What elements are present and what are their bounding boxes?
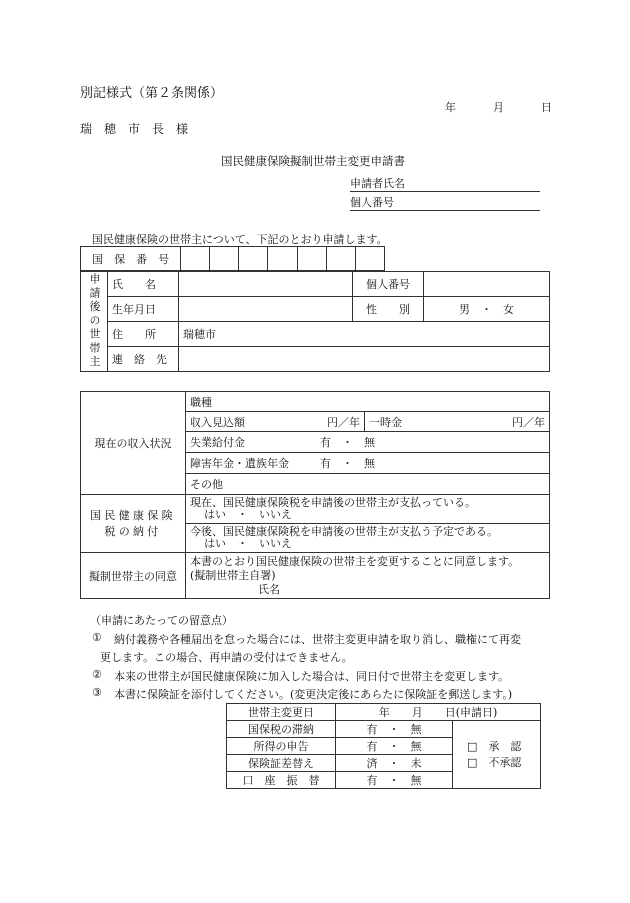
consent-text: 本書のとおり国民健康保険の世帯主を変更することに同意します。 [190, 554, 520, 568]
lump-sum-row[interactable] [365, 412, 550, 432]
insurance-digit-1[interactable] [181, 247, 210, 271]
tax-current-options: はい ・ いいえ [204, 508, 292, 521]
applicant-number-field[interactable] [350, 194, 540, 211]
applicant-name-label: 申請者氏名 [350, 177, 405, 190]
tax-current-row[interactable] [186, 495, 550, 524]
date-year: 年 [445, 101, 456, 114]
note-1-line1: 納付義務や各種届出を怠った場合には、世帯主変更申請を取り消し、職権にて再変 [114, 633, 521, 646]
insurance-digit-3[interactable] [239, 247, 268, 271]
note-1-line2: 更します。この場合、再申請の受付はできません。 [100, 651, 353, 664]
note-3-num: ③ [92, 686, 102, 699]
unemployment-label: 失業給付金 [190, 436, 245, 449]
sex-options[interactable]: 男 ・ 女 [424, 297, 550, 322]
after-householder-table [80, 271, 550, 372]
applicant-number-label: 個人番号 [350, 196, 394, 209]
address-value: 瑞穂市 [183, 328, 216, 341]
note-3-line1: 本書に保険証を添付してください。(変更決定後にあらたに保険証を郵送します。) [114, 688, 513, 701]
office-row-4-value[interactable]: 有 ・ 無 [336, 772, 453, 789]
expected-income-unit: 円／年 [327, 415, 360, 429]
unemployment-options: 有 ・ 無 [320, 436, 375, 449]
contact-field[interactable] [179, 347, 550, 372]
office-row-4-label: 口 座 振 替 [227, 772, 336, 789]
name-field[interactable] [179, 272, 353, 297]
consent-row[interactable] [186, 553, 550, 599]
insurance-number-label: 国 保 番 号 [81, 247, 181, 271]
office-row-3-label: 保険証差替え [227, 755, 336, 772]
tax-future-row[interactable] [186, 524, 550, 553]
office-row-1-value[interactable]: 有 ・ 無 [336, 721, 453, 738]
pension-options: 有 ・ 無 [320, 457, 375, 470]
consent-name-label: 氏名 [258, 582, 280, 596]
address-field[interactable] [179, 322, 550, 347]
notes-heading: （申請にあたっての留意点） [90, 614, 233, 627]
office-row-2-value[interactable]: 有 ・ 無 [336, 738, 453, 755]
income-group-label: 現在の収入状況 [81, 392, 186, 495]
note-2-num: ② [92, 668, 102, 681]
tax-current-text: 現在、国民健康保険税を申請後の世帯主が支払っている。 [190, 496, 476, 509]
tax-future-text: 今後、国民健康保険税を申請後の世帯主が支払う予定である。 [190, 525, 498, 538]
note-1-num: ① [92, 631, 102, 644]
intro-text: 国民健康保険の世帯主について、下記のとおり申請します。 [92, 233, 388, 246]
contact-label: 連 絡 先 [108, 347, 179, 372]
date-day: 日 [541, 101, 552, 114]
form-label: 別記様式（第２条関係） [80, 86, 224, 101]
office-table [226, 703, 541, 789]
pension-label: 障害年金・遺族年金 [190, 457, 289, 470]
other-label: その他 [190, 478, 223, 491]
expected-income-label: 収入見込額 [190, 415, 245, 429]
addressee: 瑞 穂 市 長 様 [80, 122, 189, 136]
office-row-2-label: 所得の申告 [227, 738, 336, 755]
lump-sum-label: 一時金 [369, 415, 402, 429]
date-month: 月 [493, 101, 504, 114]
unemployment-row[interactable] [186, 432, 550, 453]
income-table [80, 391, 550, 599]
change-date-label: 世帯主変更日 [227, 704, 336, 721]
occupation-row[interactable] [186, 392, 550, 412]
personal-number-field[interactable] [424, 272, 550, 297]
office-row-3-value[interactable]: 済 ・ 未 [336, 755, 453, 772]
insurance-digit-2[interactable] [210, 247, 239, 271]
occupation-label: 職種 [190, 395, 212, 409]
approval-box[interactable] [453, 721, 541, 789]
after-householder-group: 申請後の世帯主 [81, 272, 108, 372]
applicant-name-field[interactable] [350, 175, 540, 192]
insurance-number-table [80, 246, 385, 271]
insurance-digit-5[interactable] [297, 247, 326, 271]
consent-signature-note: (擬制世帯主自署) [190, 568, 276, 582]
office-row-1-label: 国保税の滞納 [227, 721, 336, 738]
expected-income-row[interactable] [186, 412, 365, 432]
change-date-field[interactable]: 年 月 日(申請日) [336, 704, 541, 721]
birthdate-label: 生年月日 [108, 297, 179, 322]
name-label: 氏 名 [108, 272, 179, 297]
pension-row[interactable] [186, 453, 550, 474]
insurance-digit-6[interactable] [326, 247, 355, 271]
page-title: 国民健康保険擬制世帯主変更申請書 [221, 154, 405, 168]
lump-sum-unit: 円／年 [512, 415, 545, 429]
address-label: 住 所 [108, 322, 179, 347]
note-2-line1: 本来の世帯主が国民健康保険に加入した場合は、同日付で世帯主を変更します。 [114, 670, 510, 683]
reject-checkbox[interactable]: □ 不承認 [467, 755, 522, 769]
consent-group-label: 擬制世帯主の同意 [81, 553, 186, 599]
sex-label: 性 別 [353, 297, 424, 322]
approve-checkbox[interactable]: □ 承 認 [467, 739, 522, 753]
insurance-digit-7[interactable] [355, 247, 384, 271]
birthdate-field[interactable] [179, 297, 353, 322]
tax-future-options: はい ・ いいえ [204, 537, 292, 550]
other-row[interactable] [186, 474, 550, 495]
personal-number-label: 個人番号 [353, 272, 424, 297]
tax-payment-group-label: 国民健康保険税の納付 [81, 495, 186, 553]
insurance-digit-4[interactable] [268, 247, 297, 271]
